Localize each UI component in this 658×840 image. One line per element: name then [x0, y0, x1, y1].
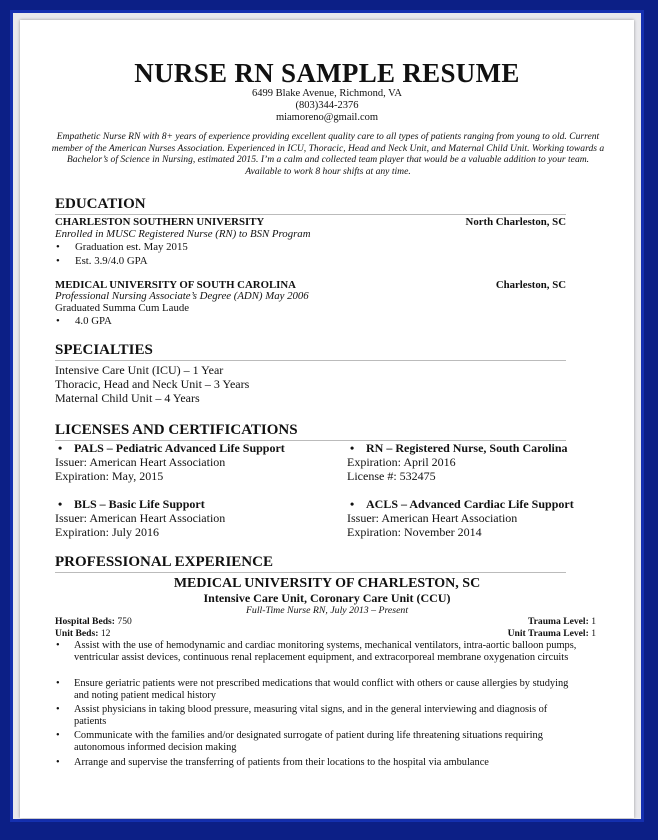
licenses-heading: LICENSES AND CERTIFICATIONS [55, 422, 566, 441]
duty-item: • Assist physicians in taking blood pressure, measuring vital signs, and in the general interviewing and diagnosis of patients [74, 704, 579, 728]
school-name: MEDICAL UNIVERSITY OF SOUTH CAROLINA [55, 279, 296, 291]
job-period: Full-Time Nurse RN, July 2013 – Present [245, 605, 409, 616]
license-title: • RN – Registered Nurse, South Carolina [366, 441, 568, 456]
contact-phone: (803)344-2376 [295, 100, 359, 111]
education-bullet: • Est. 3.9/4.0 GPA [75, 255, 148, 267]
specialty-item: Thoracic, Head and Neck Unit – 3 Years [55, 377, 250, 391]
license-line: Expiration: April 2016 [347, 455, 456, 469]
duty-item: • Arrange and supervise the transferring of patients from their locations to the hospital via ambulance [74, 757, 579, 769]
experience-heading: PROFESSIONAL EXPERIENCE [55, 554, 566, 573]
contact-block [20, 88, 634, 124]
license-line: Issuer: American Heart Association [55, 455, 226, 469]
education-bullet: • 4.0 GPA [75, 315, 112, 327]
school-note: Graduated Summa Cum Laude [55, 302, 190, 314]
duty-item: • Communicate with the families and/or designated surrogate of patient during life threatening situations requiring autonomous informed decision making [74, 730, 579, 754]
trauma-level [528, 616, 596, 627]
license-title: • PALS – Pediatric Advanced Life Support [74, 441, 285, 456]
trauma-level-value: 1 [591, 616, 596, 627]
license-line: Expiration: May, 2015 [55, 469, 164, 483]
license-line: Expiration: July 2016 [55, 525, 159, 539]
license-line: License #: 532475 [347, 469, 436, 483]
hospital-beds-value: 750 [117, 616, 132, 627]
license-line: Expiration: November 2014 [347, 525, 482, 539]
school-name: CHARLESTON SOUTHERN UNIVERSITY [55, 216, 265, 228]
unit-trauma-level-label: Unit Trauma Level: [507, 628, 589, 639]
unit-beds-label: Unit Beds: [55, 628, 99, 639]
employer-unit: Intensive Care Unit, Coronary Care Unit (CCU) [203, 591, 451, 605]
unit-trauma-level [508, 628, 596, 639]
unit-beds-value: 12 [100, 628, 111, 639]
school-program: Professional Nursing Associate’s Degree (ADN) May 2006 [55, 290, 309, 302]
school-location: Charleston, SC [495, 279, 566, 291]
school-program: Enrolled in MUSC Registered Nurse (RN) to BSN Program [55, 228, 311, 240]
contact-email: miamoreno@gmail.com [275, 112, 379, 123]
unit-beds [55, 628, 110, 639]
trauma-level-label: Trauma Level: [527, 616, 589, 627]
employer-name: MEDICAL UNIVERSITY OF CHARLESTON, SC [173, 576, 481, 591]
resume-page [20, 20, 634, 818]
education-bullet: • Graduation est. May 2015 [75, 241, 188, 253]
contact-address: 6499 Blake Avenue, Richmond, VA [252, 88, 402, 99]
duty-item: • Assist with the use of hemodynamic and cardiac monitoring systems, mechanical ventilators, intra-aortic balloon pumps, ventricular assist devices, continuous renal replacement equipment, and extracorporeal membrane oxygenation circuits [74, 640, 579, 664]
hospital-beds [55, 616, 132, 627]
hospital-beds-label: Hospital Beds: [55, 616, 115, 627]
specialties-heading: SPECIALTIES [55, 342, 566, 361]
school-location: North Charleston, SC [465, 216, 566, 228]
unit-trauma-level-value: 1 [591, 628, 596, 639]
license-line: Issuer: American Heart Association [55, 511, 226, 525]
duty-item: • Ensure geriatric patients were not prescribed medications that would conflict with others or cause allergies by studying and noting patient medical history [74, 678, 579, 702]
license-title: • BLS – Basic Life Support [74, 497, 205, 512]
license-title: • ACLS – Advanced Cardiac Life Support [366, 497, 574, 512]
summary: Empathetic Nurse RN with 8+ years of experience providing excellent quality care to all types of patients ranging from young to old. Current member of the American Nurses Association. Experienced in ICU, Thoracic, Head and Neck Unit, and Maternal Child Unit. Working towards a Bachelor’s of Science in Nursing, estimated 2015. I’m a calm and collected team player that would be a valuable addition to your team. Available to work 8 hour shifts at any time. [51, 131, 605, 177]
specialty-item: Intensive Care Unit (ICU) – 1 Year [55, 363, 224, 377]
education-heading: EDUCATION [55, 196, 566, 215]
specialty-item: Maternal Child Unit – 4 Years [55, 391, 200, 405]
license-line: Issuer: American Heart Association [347, 511, 518, 525]
resume-title: NURSE RN SAMPLE RESUME [134, 58, 520, 88]
